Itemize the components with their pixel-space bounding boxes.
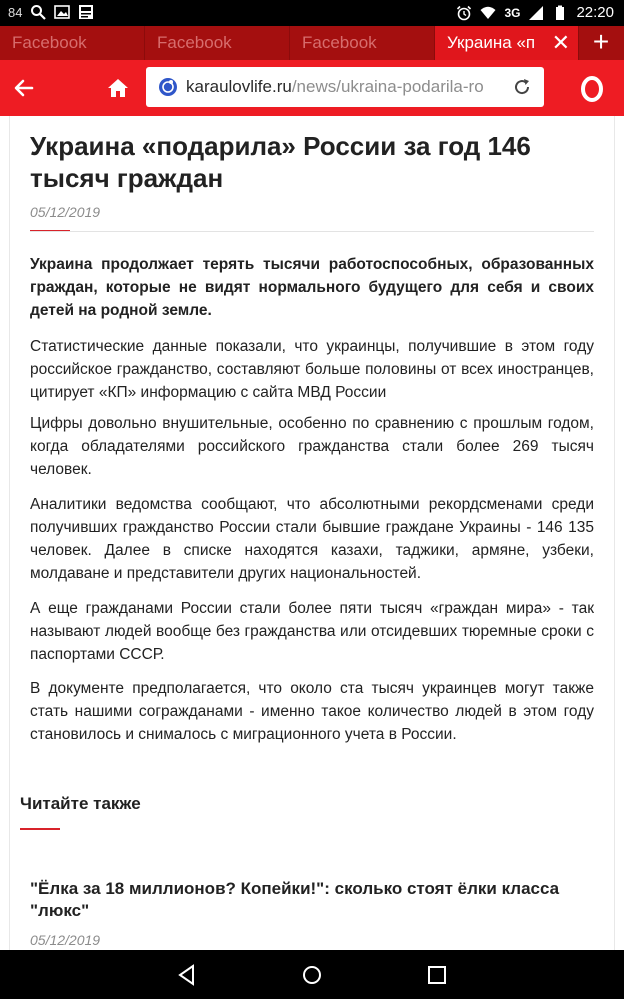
nav-back-icon[interactable] xyxy=(174,962,200,988)
tab-facebook-2[interactable] xyxy=(145,26,290,60)
home-icon[interactable] xyxy=(104,74,132,102)
article-paragraph-1: Статистические данные показали, что украинцы, получившие в этом году российское гражданство, составляют больше половины от всех иностранцев, цитирует «КП» информацию с сайта МВД России xyxy=(30,338,594,401)
tab-facebook-1[interactable] xyxy=(0,26,145,60)
system-nav-bar xyxy=(0,950,624,999)
tab-label: Facebook xyxy=(302,33,377,52)
status-bar xyxy=(0,0,624,26)
related-article-link[interactable]: "Ёлка за 18 миллионов? Копейки!": сколько стоят ёлки класса "люкс" xyxy=(30,879,560,920)
article-paragraph-3: Аналитики ведомства сообщают, что абсолютными рекордсменами среди получивших гражданство России стали бывшие граждане Украины - 146 135 человек. Далее в списке находятся казахи, таджики, армяне, узбеки, молдаване и представители других национальностей. xyxy=(30,496,594,582)
article-date: 05/12/2019 xyxy=(30,204,101,220)
url-domain: karaulovlife.ru xyxy=(186,77,292,96)
wifi-icon xyxy=(480,5,496,21)
battery-icon xyxy=(552,5,568,21)
network-type: 3G xyxy=(504,5,521,20)
url-text[interactable] xyxy=(186,77,484,97)
opera-menu-icon[interactable] xyxy=(578,75,606,103)
site-favicon-icon xyxy=(158,77,178,97)
tab-label: Facebook xyxy=(157,33,232,52)
article-paragraph-2: Цифры довольно внушительные, особенно по сравнению с прошлым годом, когда обладателями российского гражданства стали более 269 тысяч человек. xyxy=(30,415,594,478)
reload-icon[interactable] xyxy=(512,77,532,97)
read-also-heading: Читайте также xyxy=(20,794,141,813)
url-path: /news/ukraina-podarila-ro xyxy=(291,77,484,96)
nav-recents-icon[interactable] xyxy=(424,962,450,988)
article-paragraph-5: В документе предполагается, что около ста тысяч украинцев могут также стать нашими согражданами - именно такое количество людей в этом году становилось и снималось с миграционного учета в России. xyxy=(30,680,594,743)
article-lead: Украина продолжает терять тысячи работоспособных, образованных граждан, которые не видят нормального будущего для себя и своих детей на родной земле. xyxy=(30,256,594,319)
title-divider xyxy=(30,231,594,232)
image-icon xyxy=(54,4,70,20)
address-bar[interactable] xyxy=(146,67,544,107)
alarm-icon xyxy=(456,5,472,21)
new-tab-button[interactable]: + xyxy=(592,26,610,57)
article-paragraph-4: А еще гражданами России стали более пяти тысяч «граждан мира» - так называют людей вообще без гражданства или отсидевших тюремные сроки с паспортами СССР. xyxy=(30,600,594,663)
news-icon xyxy=(78,4,94,20)
tab-facebook-3[interactable] xyxy=(290,26,435,60)
tab-strip xyxy=(0,26,624,60)
status-time: 22:20 xyxy=(576,4,614,21)
article-title: Украина «подарила» России за год 146 тысяч граждан xyxy=(30,131,531,193)
nav-home-icon[interactable] xyxy=(299,962,325,988)
tab-active-article[interactable] xyxy=(435,26,579,60)
status-number: 84 xyxy=(8,4,23,20)
tab-label: Украина «п xyxy=(447,33,536,52)
browser-toolbar xyxy=(0,60,624,116)
related-article-date: 05/12/2019 xyxy=(30,932,101,948)
signal-icon xyxy=(528,5,544,21)
close-tab-icon[interactable]: ✕ xyxy=(551,30,570,55)
tab-label: Facebook xyxy=(12,33,87,52)
article-content xyxy=(10,116,614,950)
read-also-accent-line xyxy=(20,828,60,830)
search-icon xyxy=(30,4,46,20)
back-arrow-icon[interactable] xyxy=(10,74,38,102)
